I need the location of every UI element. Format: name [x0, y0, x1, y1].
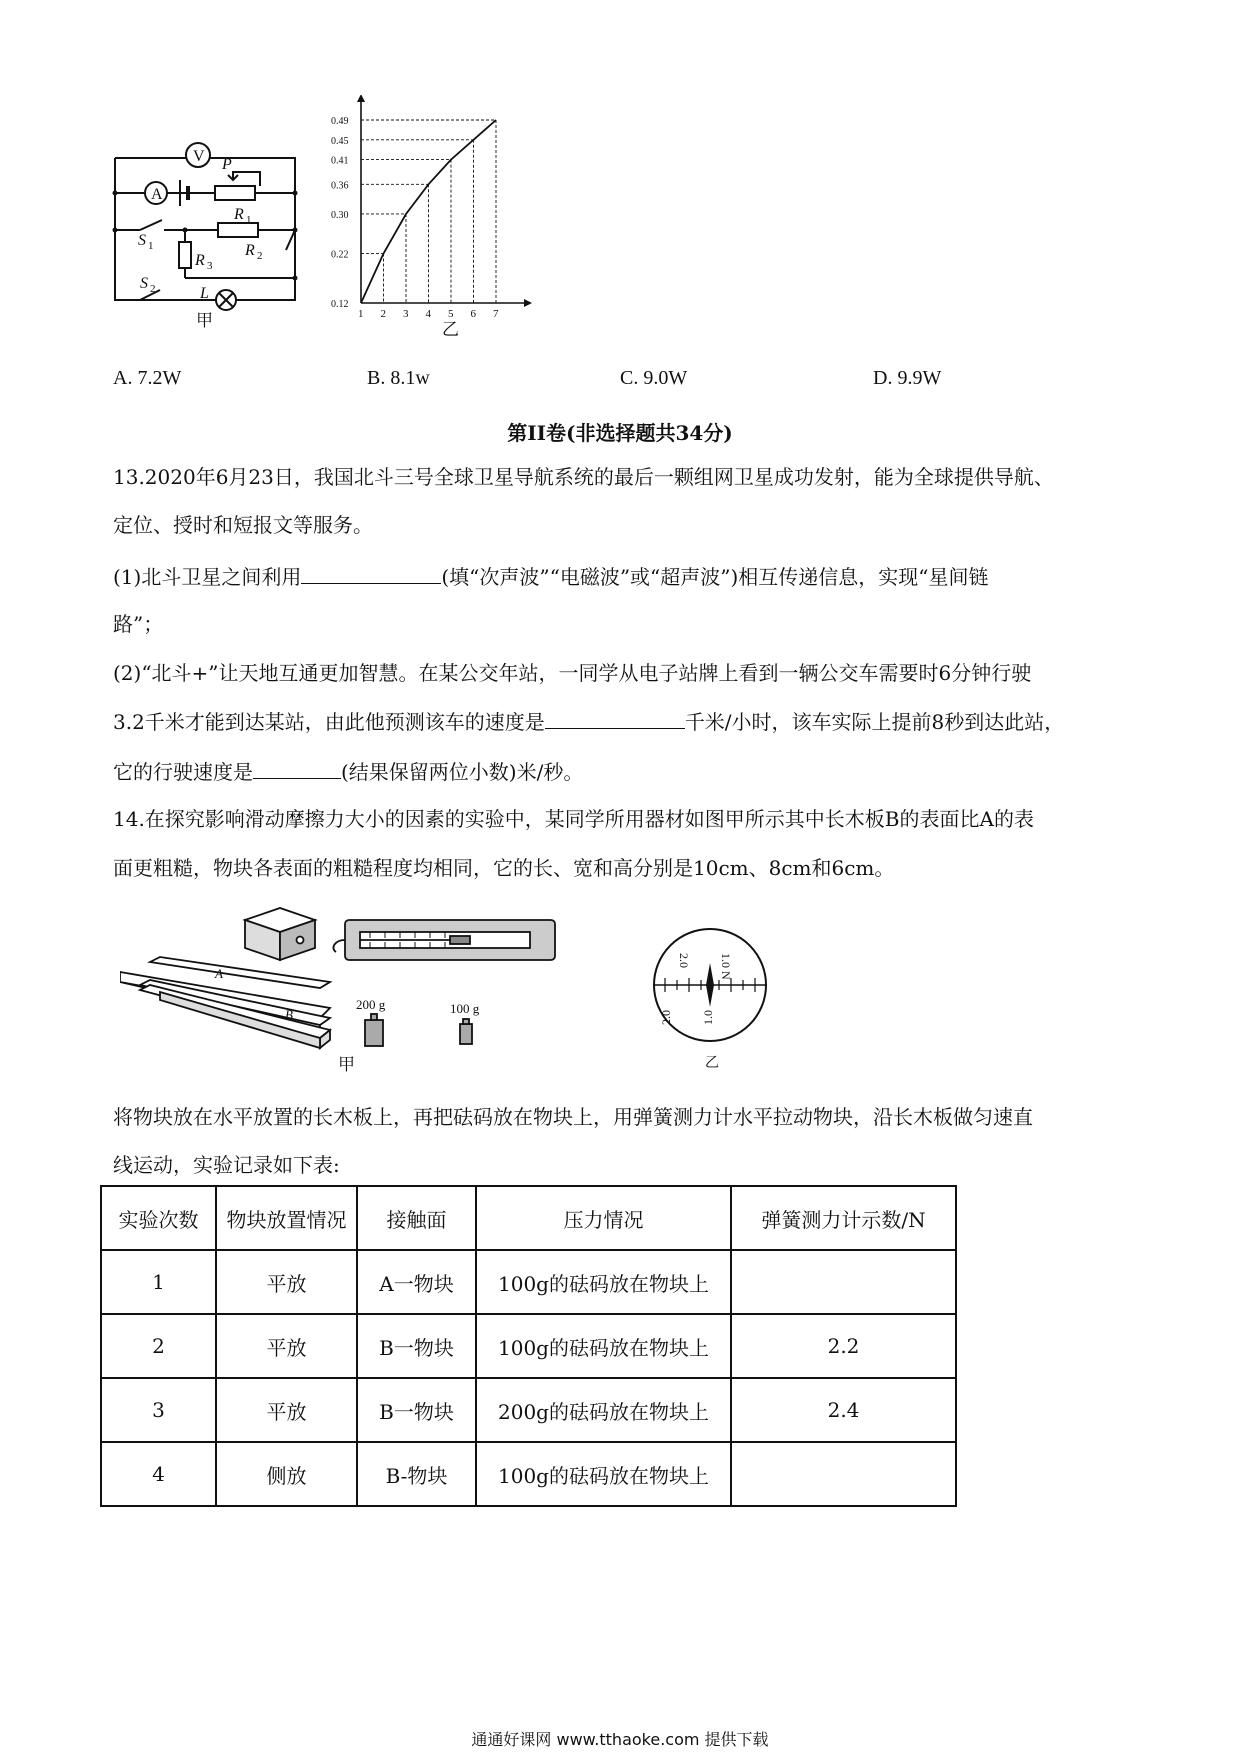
x-tick-label: 2 — [380, 308, 386, 320]
q13-part2-line-3: 它的行驶速度是 (结果保留两位小数)米/秒。 — [113, 756, 1133, 787]
r3-label: R — [195, 252, 205, 269]
y-tick-label: 0.41 — [331, 155, 349, 167]
x-tick-label: 7 — [493, 308, 499, 320]
q13-part1-line-2: 路”； — [113, 612, 164, 636]
answer-blank-3[interactable] — [253, 756, 341, 779]
svg-text:3: 3 — [207, 260, 213, 272]
col-trial: 实验次数 — [101, 1186, 216, 1250]
ammeter-label: A — [151, 186, 163, 203]
dial-bottom-right-label: 1.0 — [701, 1010, 715, 1025]
q13-line-2: 定位、授时和短报文等服务。 — [113, 513, 373, 537]
option-d[interactable]: D. 9.9W — [873, 367, 942, 389]
col-surface: 接触面 — [357, 1186, 476, 1250]
dial-figure — [650, 925, 790, 1075]
option-a[interactable]: A. 7.2W — [113, 367, 182, 389]
s2-label: S — [140, 275, 148, 292]
svg-text:2: 2 — [150, 283, 156, 295]
r2-label: R — [245, 242, 255, 259]
y-axis-arrow — [357, 95, 365, 102]
col-reading: 弹簧测力计示数/N — [731, 1186, 956, 1250]
apparatus-figure — [120, 900, 580, 1075]
mass-100-label: 100 g — [450, 1001, 480, 1016]
svg-text:1: 1 — [148, 240, 154, 252]
board-b-label: B — [285, 1007, 293, 1022]
lamp-label: L — [200, 285, 209, 302]
q14-para-line-2: 线运动，实验记录如下表: — [113, 1153, 340, 1177]
col-pressure: 压力情况 — [476, 1186, 731, 1250]
col-placement: 物块放置情况 — [216, 1186, 357, 1250]
y-tick-label: 0.45 — [331, 135, 349, 147]
r1-label: R — [234, 206, 244, 223]
dial-top-label: 1.0 N — [719, 953, 733, 980]
voltmeter-label: V — [193, 148, 205, 165]
table-header-row — [101, 1186, 956, 1250]
current-graph — [325, 95, 565, 340]
q13-part1: (1)北斗卫星之间利用 (填“次声波”“电磁波”或“超声波”)相互传递信息，实现“星间链 — [113, 561, 1133, 592]
q14-line-1: 14.在探究影响滑动摩擦力大小的因素的实验中，某同学所用器材如图甲所示其中长木板B的表面比A的表 — [113, 807, 1034, 831]
table-row: 1 平放 A一物块 100g的砝码放在物块上 — [101, 1250, 956, 1314]
mass-200-label: 200 g — [356, 997, 386, 1012]
reading-cell-blank[interactable] — [731, 1250, 956, 1314]
option-b[interactable]: B. 8.1w — [367, 367, 430, 389]
fig-yi-caption: 乙 — [705, 1055, 719, 1071]
circuit-diagram — [100, 130, 320, 330]
table-row: 3 平放 B一物块 200g的砝码放在物块上 2.4 — [101, 1378, 956, 1442]
dial-left-label: 2.0 — [677, 953, 691, 968]
option-c[interactable]: C. 9.0W — [620, 367, 688, 389]
q14-line-2: 面更粗糙，物块各表面的粗糙程度均相同，它的长、宽和高分别是10cm、8cm和6cm。 — [113, 856, 895, 880]
x-axis-arrow — [524, 299, 532, 307]
board-a-label: A — [215, 966, 223, 981]
q13-part2-line-2: 3.2千米才能到达某站，由此他预测该车的速度是 千米/小时，该车实际上提前8秒到达此站， — [113, 706, 1133, 737]
y-tick-label: 0.36 — [331, 180, 349, 192]
dial-bottom-label: 2.0 — [659, 1010, 673, 1025]
slider-label: P — [222, 156, 232, 173]
experiment-table — [100, 1185, 957, 1507]
q13-part2-line-1: (2)“北斗+”让天地互通更加智慧。在某公交年站，一同学从电子站牌上看到一辆公交车需要时6分钟行驶 — [113, 661, 1032, 685]
y-tick-label: 0.49 — [331, 116, 349, 127]
y-tick-label: 0.22 — [331, 249, 349, 261]
reading-cell-blank[interactable] — [731, 1442, 956, 1506]
q13-line-1: 13.2020年6月23日，我国北斗三号全球卫星导航系统的最后一颗组网卫星成功发射，能为全球提供导航、 — [113, 465, 1054, 489]
q14-para-line-1: 将物块放在水平放置的长木板上，再把砝码放在物块上，用弹簧测力计水平拉动物块，沿长木板做匀速直 — [113, 1105, 1033, 1129]
graph-caption: 乙 — [442, 320, 459, 340]
s1-label: S — [138, 232, 146, 249]
table-row: 2 平放 B一物块 100g的砝码放在物块上 2.2 — [101, 1314, 956, 1378]
answer-blank-2[interactable] — [545, 706, 685, 729]
section-heading: 第II卷(非选择题共34分) — [507, 421, 733, 445]
x-tick-label: 3 — [403, 308, 409, 320]
x-tick-label: 6 — [470, 308, 476, 320]
y-tick-label: 0.30 — [331, 209, 349, 221]
x-tick-label: 5 — [448, 308, 454, 320]
table-row: 4 侧放 B-物块 100g的砝码放在物块上 — [101, 1442, 956, 1506]
fig-jia-caption: 甲 — [338, 1055, 355, 1075]
svg-text:1: 1 — [246, 214, 252, 226]
answer-blank-1[interactable] — [301, 561, 441, 584]
y-tick-label: 0.12 — [331, 299, 349, 310]
x-tick-label: 4 — [425, 308, 431, 320]
x-tick-label: 1 — [358, 308, 364, 320]
circuit-caption: 甲 — [196, 311, 213, 330]
page-footer: 通通好课网 www.tthaoke.com 提供下载 — [471, 1730, 769, 1749]
svg-text:2: 2 — [257, 250, 263, 262]
